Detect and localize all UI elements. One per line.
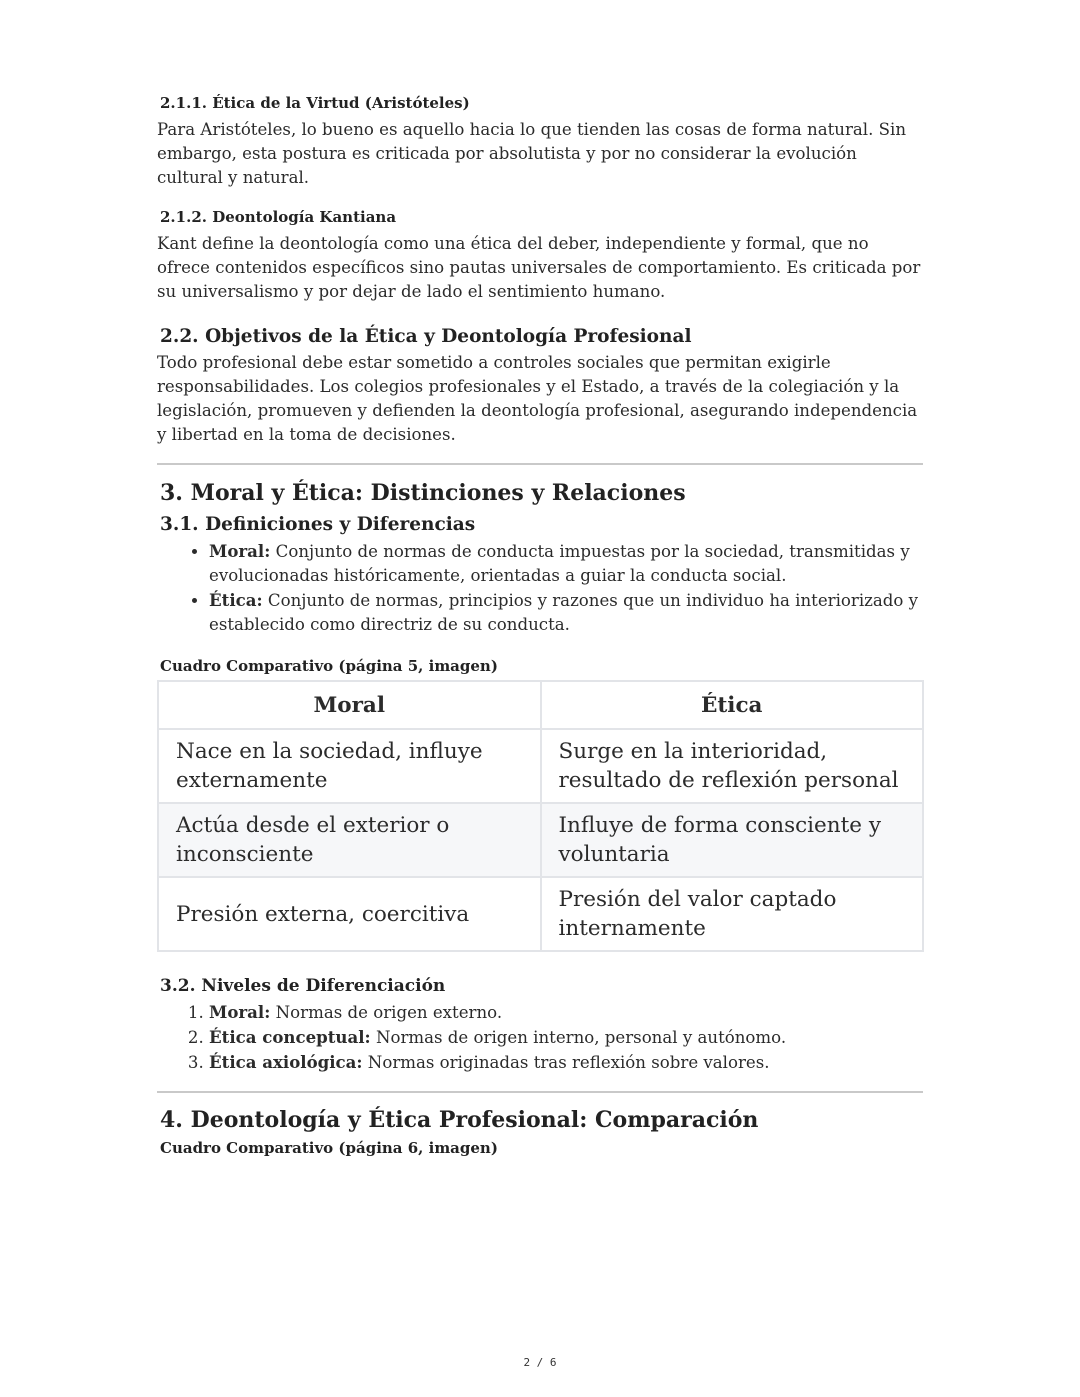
levels-list <box>157 1000 923 1075</box>
comparison-table <box>157 680 924 952</box>
heading-3-2: 3.2. Niveles de Diferenciación <box>160 976 446 996</box>
table-cell: Surge en la interioridad, resultado de reflexión personal <box>541 729 924 803</box>
heading-4: 4. Deontología y Ética Profesional: Comparación <box>160 1107 759 1133</box>
section-4 <box>157 1107 923 1157</box>
heading-2-2: 2.2. Objetivos de la Ética y Deontología Profesional <box>160 326 692 347</box>
definition: Normas originadas tras reflexión sobre valores. <box>362 1053 770 1072</box>
list-item <box>209 1050 923 1075</box>
list-item <box>209 1000 923 1025</box>
page-number: 2 / 6 <box>523 1356 557 1369</box>
table-row <box>158 729 923 803</box>
paragraph-2-1-1: Para Aristóteles, lo bueno es aquello hacia lo que tienden las cosas de forma natural. Sin embargo, esta postura es criticada por absolutista y por no considerar la evolución cultural y natural. <box>157 120 907 187</box>
section-3 <box>157 480 923 1075</box>
definitions-list <box>157 539 923 637</box>
heading-2-1-1: 2.1.1. Ética de la Virtud (Aristóteles) <box>160 94 470 112</box>
table-cell: Presión del valor captado internamente <box>541 877 924 951</box>
table-caption: Cuadro Comparativo (página 6, imagen) <box>160 1139 498 1157</box>
term: Ética axiológica: <box>209 1052 363 1072</box>
column-header: Ética <box>541 681 924 729</box>
section-2-1-2 <box>157 208 923 304</box>
document-page <box>157 94 923 1162</box>
paragraph-2-2: Todo profesional debe estar sometido a controles sociales que permitan exigirle responsabilidades. Los colegios profesionales y el Estado, a través de la colegiación y la legislación, promueven y defienden la deontología profesional, asegurando independencia y libertad en la toma de decisiones. <box>157 353 918 444</box>
table-cell: Nace en la sociedad, influye externamente <box>158 729 541 803</box>
table-header-row <box>158 681 923 729</box>
section-2-1-1 <box>157 94 923 190</box>
table-cell: Influye de forma consciente y voluntaria <box>541 803 924 877</box>
table-row <box>158 877 923 951</box>
list-item <box>209 1025 923 1050</box>
section-divider <box>157 463 923 465</box>
heading-2-1-2: 2.1.2. Deontología Kantiana <box>160 208 397 226</box>
term: Moral: <box>209 1002 271 1022</box>
heading-3-1: 3.1. Definiciones y Diferencias <box>160 514 476 535</box>
term: Ética: <box>209 590 263 610</box>
heading-3: 3. Moral y Ética: Distinciones y Relaciones <box>160 480 686 506</box>
table-row <box>158 803 923 877</box>
definition: Normas de origen externo. <box>270 1003 503 1022</box>
table-cell: Actúa desde el exterior o inconsciente <box>158 803 541 877</box>
table-cell: Presión externa, coercitiva <box>158 877 541 951</box>
definition: Conjunto de normas, principios y razones que un individuo ha interiorizado y establecido como directriz de su conducta. <box>209 591 919 634</box>
list-item <box>209 588 923 637</box>
section-divider <box>157 1091 923 1093</box>
definition: Normas de origen interno, personal y autónomo. <box>370 1028 787 1047</box>
term: Moral: <box>209 541 271 561</box>
definition: Conjunto de normas de conducta impuestas por la sociedad, transmitidas y evolucionadas históricamente, orientadas a guiar la conducta social. <box>209 542 910 585</box>
term: Ética conceptual: <box>209 1027 371 1047</box>
paragraph-2-1-2: Kant define la deontología como una ética del deber, independiente y formal, que no ofrece contenidos específicos sino pautas universales de comportamiento. Es criticada por su universalismo y por dejar de lado el sentimiento humano. <box>157 234 921 301</box>
section-2-2 <box>157 326 923 447</box>
list-item <box>209 539 923 588</box>
column-header: Moral <box>158 681 541 729</box>
table-caption: Cuadro Comparativo (página 5, imagen) <box>160 657 498 675</box>
